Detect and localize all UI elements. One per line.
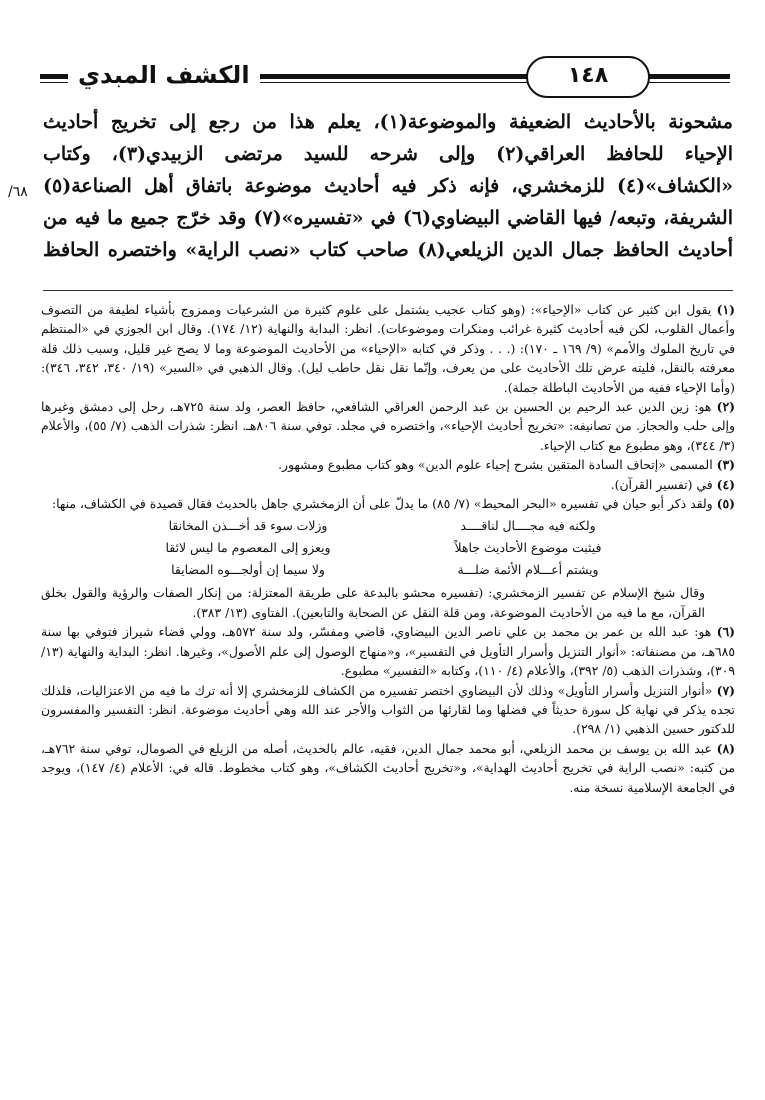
main-line: الشريفة، وتبعه/ فيها القاضي البيضاوي(٦) في «تفسيره»(٧) وقد خرّج جميع ما فيه من <box>43 207 733 229</box>
poem-hemistich: ولكنه فيه مجــــال لناقــــد <box>460 518 596 534</box>
footnote-number: (٤) <box>716 476 735 492</box>
main-line: الإحياء للحافظ العراقي(٢) وإلى شرحه للسيد مرتضى الزبيدي(٣)، وكتاب <box>43 143 734 165</box>
footnote-number: (٥) <box>716 496 735 512</box>
footnote-text: هو: عبد الله بن عمر بن محمد بن علي ناصر الدين البيضاوي، قاضي ومفسّر، ولد سنة ٥٧٢هـ، وولي قضاء شيراز فتوفي بها سنة ٦٨٥هـ، من مصنفاته: «أنوار التنزيل وأسرار التأويل في التفسير»، و«منهاج الوصول إلى علم الأصول»، وغيرها. انظر: البداية والنهاية (١٣/ ٣٠٩)، وشذرات الذهب (٥/ ٣٩٢)، والأعلام (٤/ ١١٠)، وكتابه «التفسير» مطبوع. <box>41 624 735 679</box>
footnote-5-continuation <box>41 583 735 622</box>
main-text <box>43 106 733 266</box>
footnote-1 <box>41 300 735 397</box>
footnote-7 <box>41 681 735 739</box>
margin-page-reference: /٦٨ <box>8 184 28 200</box>
poem-hemistich: ولا سيما إن أولجـــوه المضايقا <box>171 562 325 578</box>
footnote-5 <box>41 494 735 513</box>
main-line: أحاديث الحافظ جمال الدين الزيلعي(٨) صاحب كتاب «نصب الراية» واختصره الحافظ <box>43 239 734 261</box>
footnote-text: هو: زين الدين عبد الرحيم بن الحسين بن عبد الرحمن العراقي الشافعي، حافظ العصر، ولد سنة ٧٢٥هـ، رحل إلى دمشق وغيرها وإلى حلب والحجاز. من تصانيفه: «تخريج أحاديث الإحياء»، واختصره في مجلد. توفي سنة ٨٠٦هـ. انظر: شذرات الذهب (٧/ ٥٥)، والأعلام (٣/ ٣٤٤)، وهو مطبوع مع كتاب الإحياء. <box>41 399 735 453</box>
footnote-number: (٨) <box>716 740 735 756</box>
footnote-8 <box>41 739 735 797</box>
poem-verse <box>128 559 648 581</box>
footnote-text: وقال شيخ الإسلام عن تفسير الزمخشري: (تفسيره محشو بالبدعة على طريقة المعتزلة: من إنكار الصفات والرؤية والقول بخلق القرآن، مع ما فيه من الأحاديث الموضوعة، ومن قلة النقل عن الصحابة والتابعين). الفتاوى (١٣/ ٣٨٣). <box>41 585 705 620</box>
footnote-text: ولقد ذكر أبو حيان في تفسيره «البحر المحيط» (٧/ ٨٥) ما يدلّ على أن الزمخشري جاهل بالحديث فقال قصيدة في الكشاف، منها: <box>51 496 713 512</box>
footnote-number: (٣) <box>716 457 735 473</box>
footnote-number: (٢) <box>716 399 735 415</box>
footnote-text: المسمى «إتحاف السادة المتقين بشرح إحياء علوم الدين» وهو كتاب مطبوع ومشهور. <box>278 457 713 473</box>
main-line: مشحونة بالأحاديث الضعيفة والموضوعة(١)، يعلم هذا من رجع إلى تخريج أحاديث <box>43 111 733 133</box>
poem-hemistich: ويشتم أعـــلام الأئمة ضلـــة <box>457 562 599 578</box>
footnote-text: في (تفسير القرآن). <box>610 476 713 492</box>
footnote-3 <box>41 455 735 474</box>
poem-hemistich: فيثبت موضوع الأحاديث جاهلاً <box>454 540 602 556</box>
footnote-number: (٧) <box>716 682 735 698</box>
footnote-2 <box>41 397 735 455</box>
poem-verse <box>128 537 648 559</box>
book-title: الكشف المبدي <box>68 56 260 94</box>
poem <box>128 515 648 581</box>
footnote-number: (٦) <box>716 624 735 640</box>
footnote-6 <box>41 622 735 680</box>
footnote-4 <box>41 475 735 494</box>
page-number: ١٤٨ <box>526 56 650 98</box>
poem-hemistich: ويعزو إلى المعصوم ما ليس لائقا <box>165 540 331 556</box>
poem-verse <box>128 515 648 537</box>
footnote-number: (١) <box>716 302 735 317</box>
footnote-text: يقول ابن كثير عن كتاب «الإحياء»: (وهو كتاب عجيب يشتمل على علوم كثيرة من الشرعيات وممزوج بأشياء لطيفة من التصوف وأعمال القلوب، لكن فيه أحاديث كثيرة غرائب ومنكرات وموضوعات). انظر: البداية والنهاية (١٢/ ١٧٤). وقال ابن الجوزي في «المنتظم في تاريخ الملوك والأمم» (٩/ ١٦٩ ـ ١٧٠): (. . . وذكر في كتابه «الإحياء» من الأحاديث الموضوعة وما لا يصح غير قليل، وسبب ذلك قلة معرفته بالنقل، فليته عرض تلك الأحاديث على من يعرف، وإنّما نقل نقل حاطب ليل). وقال الذهبي في «السير» (١٩/ ٣٤٠، ٣٤٢، ٣٤٦): (وأما الإحياء ففيه من الأحاديث الباطلة جملة). <box>41 302 736 395</box>
footnote-text: «أنوار التنزيل وأسرار التأويل» وذلك لأن البيضاوي اختصر تفسيره من الكشاف للزمخشري إلا أنه ترك ما فيه من الاعتزاليات، فلذلك تجده يذكر في نهاية كل سورة حديثاً في فضلها وما لقارئها من الثواب والأجر عند الله وهي أحاديث موضوعة. انظر: التفسير والمفسرون للدكتور حسين الذهبي (١/ ٢٩٨). <box>41 682 735 737</box>
footnote-text: عبد الله بن يوسف بن محمد الزيلعي، أبو محمد جمال الدين، فقيه، عالم بالحديث، أصله من الزيلع في الصومال، توفي سنة ٧٦٢هـ، من كتبه: «نصب الراية في تخريج أحاديث الهداية»، و«تخريج أحاديث الكشاف»، وهو كتاب مخطوط. قاله في: الأعلام (٤/ ١٤٧)، ويوجد في الجامعة الإسلامية نسخة منه. <box>41 740 735 795</box>
page-header <box>40 52 730 98</box>
main-line: «الكشاف»(٤) للزمخشري، فإنه ذكر فيه أحاديث موضوعة باتفاق أهل الصناعة(٥) <box>43 175 733 197</box>
footnotes <box>41 300 735 797</box>
footnote-divider <box>43 290 733 291</box>
poem-hemistich: وزلات سوء قد أخـــذن المخانقا <box>168 518 328 534</box>
